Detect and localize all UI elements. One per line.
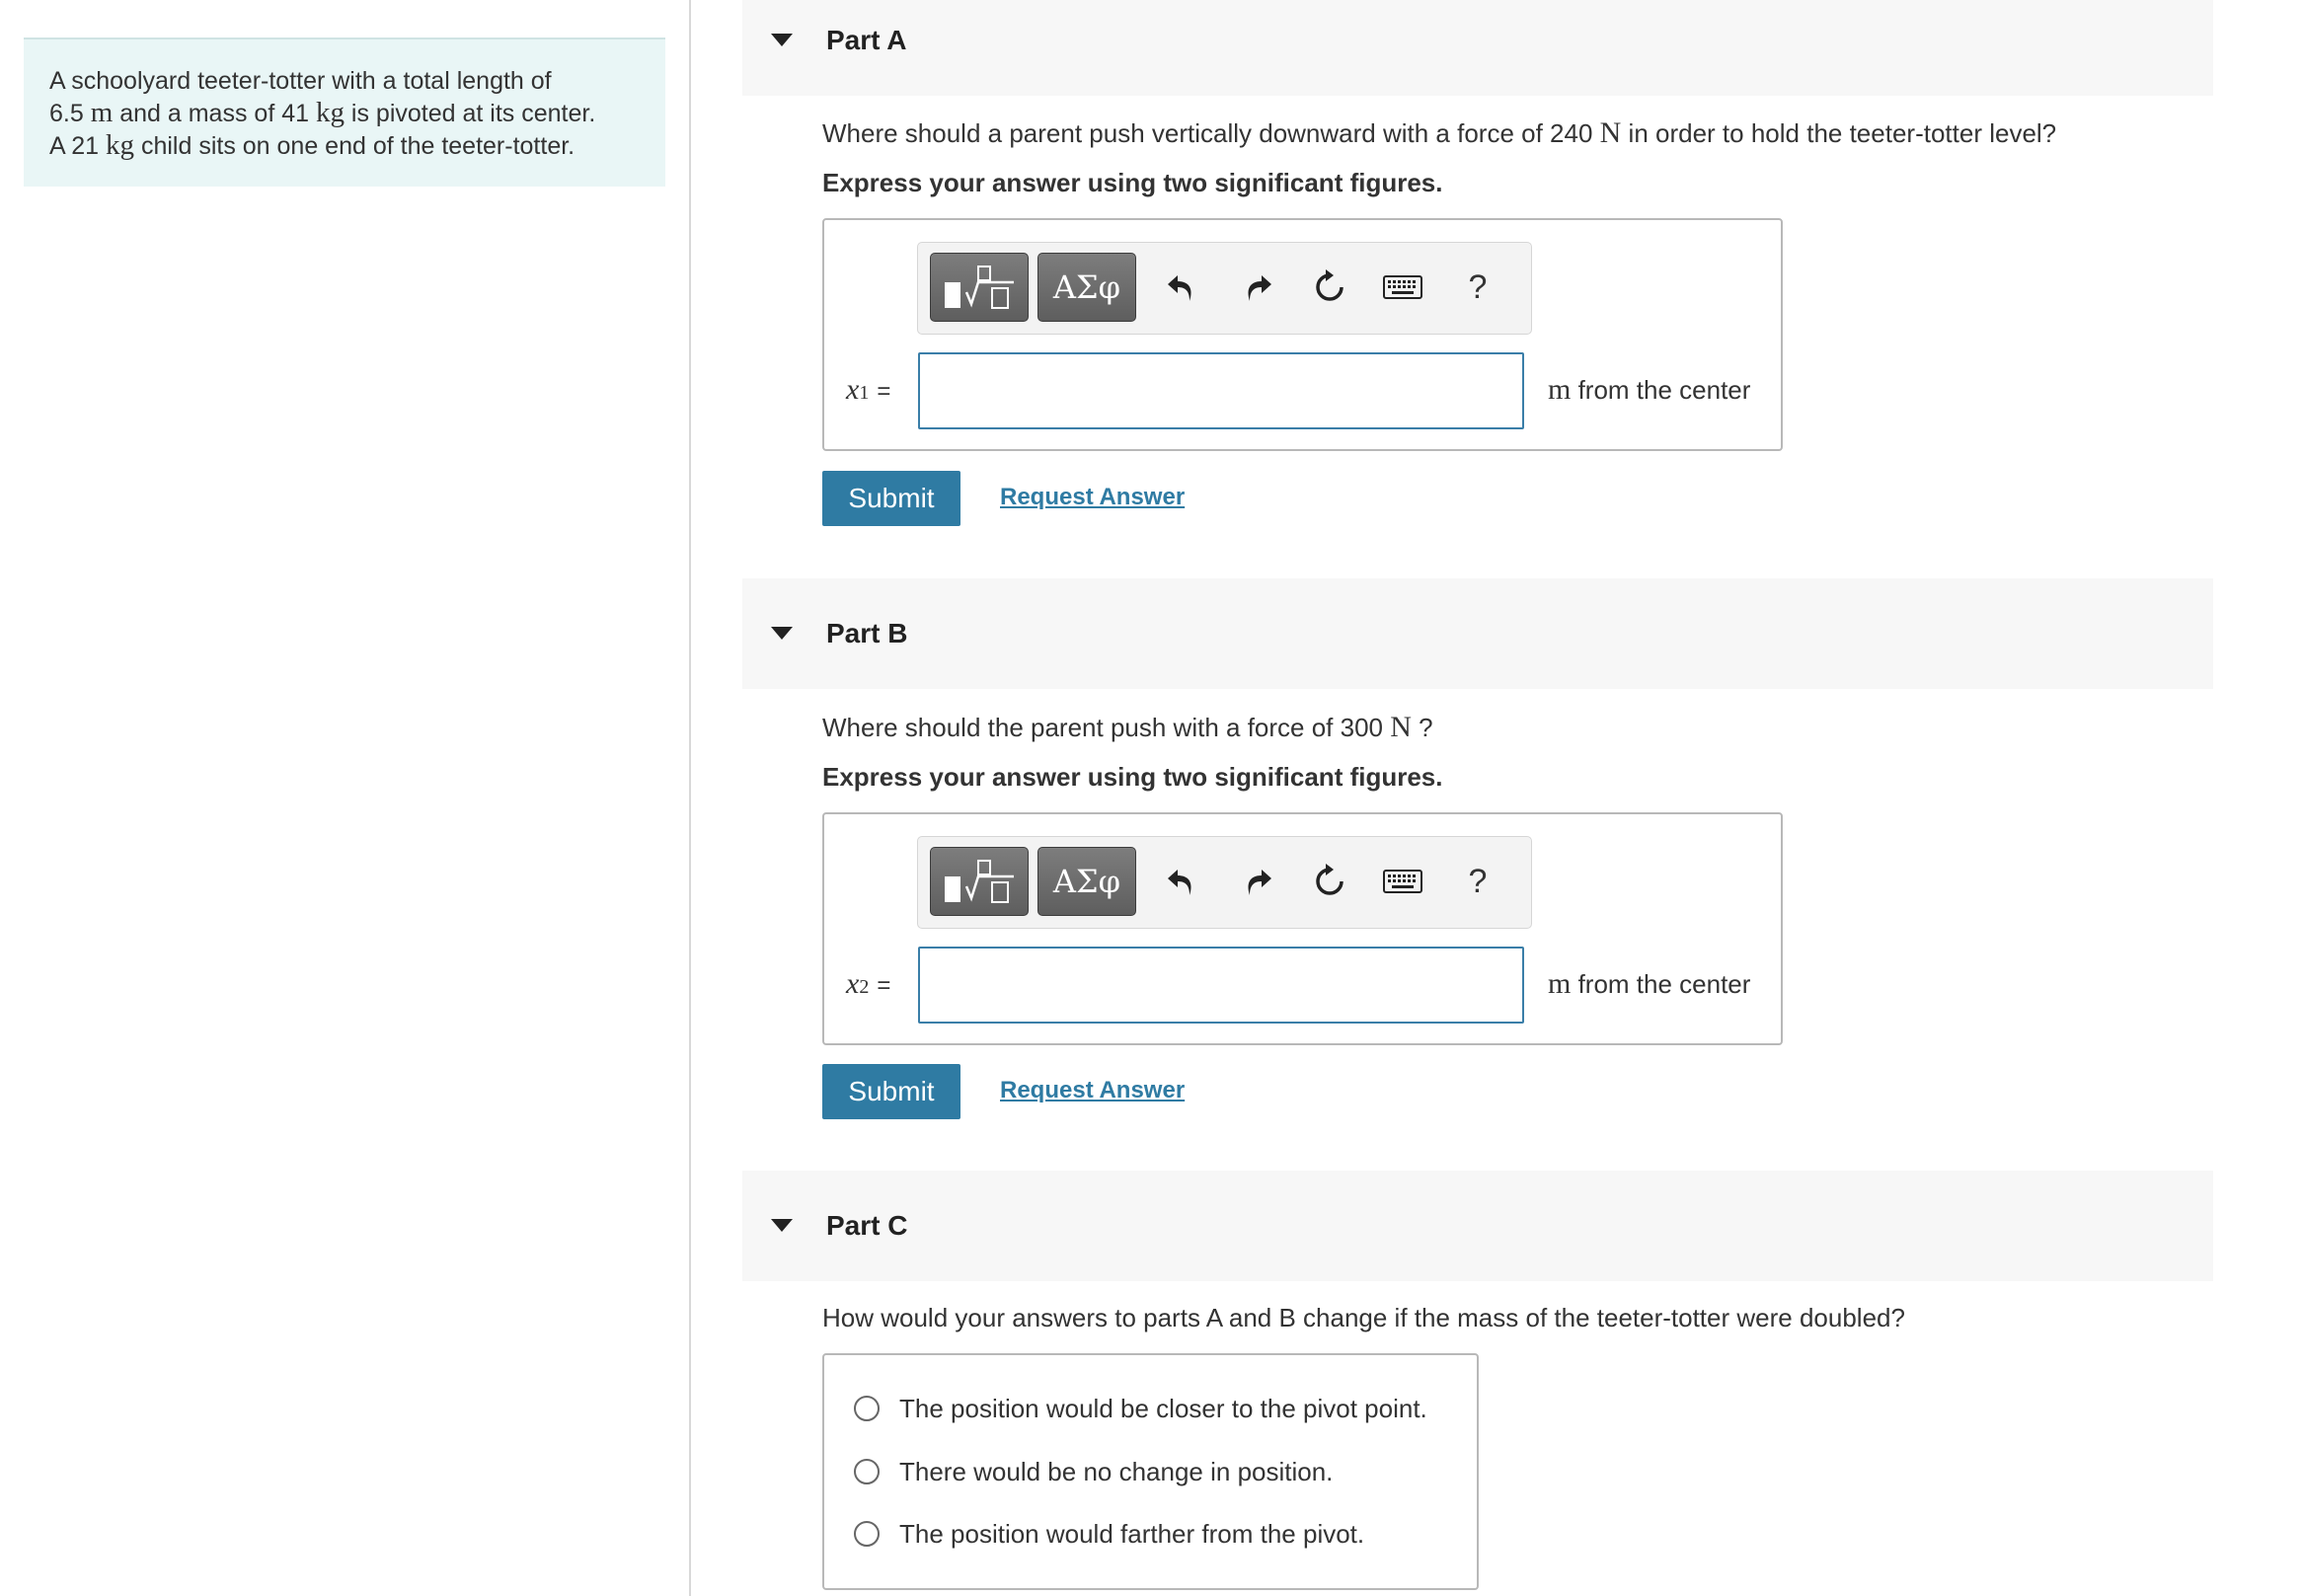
radio-button[interactable]	[854, 1396, 880, 1421]
option-farther[interactable]	[854, 1516, 1364, 1552]
part-b-title: Part B	[826, 618, 908, 648]
radio-button[interactable]	[854, 1521, 880, 1547]
part-a-question: Where should a parent push vertically downward with a force of 240 N in order to hold the teeter-totter level?	[822, 116, 2057, 149]
keyboard-icon[interactable]	[1372, 257, 1433, 318]
part-b-instruction: Express your answer using two significant figures.	[822, 762, 1443, 792]
option-label: The position would be closer to the pivot point.	[899, 1393, 1427, 1423]
problem-statement	[24, 38, 665, 187]
part-c-title: Part C	[826, 1210, 908, 1241]
multiple-choice-options	[822, 1353, 1479, 1590]
problem-line-1: A schoolyard teeter-totter with a total length of	[49, 67, 552, 95]
greek-symbols-button[interactable]: ΑΣφ	[1037, 847, 1136, 916]
redo-icon[interactable]	[1227, 851, 1288, 912]
unit-label: m from the center	[1548, 967, 1751, 1000]
radio-button[interactable]	[854, 1459, 880, 1484]
panel-divider	[689, 0, 691, 1596]
variable-label: x2 =	[846, 967, 891, 1000]
help-icon[interactable]: ?	[1468, 862, 1488, 900]
undo-icon[interactable]	[1151, 257, 1212, 318]
submit-button[interactable]: Submit	[822, 1064, 960, 1119]
templates-button[interactable]	[930, 253, 1029, 322]
part-a-title: Part A	[826, 25, 907, 55]
part-b-question: Where should the parent push with a force of 300 N ?	[822, 711, 1433, 743]
answer-input[interactable]	[918, 352, 1524, 429]
part-c-header[interactable]	[742, 1171, 2213, 1281]
templates-button[interactable]	[930, 847, 1029, 916]
answer-input[interactable]	[918, 947, 1524, 1024]
unit-label: m from the center	[1548, 373, 1751, 406]
help-icon[interactable]: ?	[1468, 267, 1488, 306]
variable-label: x1 =	[846, 373, 891, 406]
keyboard-icon[interactable]	[1372, 851, 1433, 912]
templates-icon	[941, 263, 1018, 312]
problem-line-3: A 21 kg child sits on one end of the teeter-totter.	[49, 129, 576, 161]
collapse-caret-icon[interactable]	[771, 1219, 793, 1232]
reset-icon[interactable]	[1299, 851, 1360, 912]
collapse-caret-icon[interactable]	[771, 627, 793, 640]
request-answer-link[interactable]: Request Answer	[1000, 1077, 1186, 1103]
option-label: There would be no change in position.	[899, 1456, 1334, 1486]
part-c-question: How would your answers to parts A and B change if the mass of the teeter-totter were doubled?	[822, 1303, 1905, 1332]
option-label: The position would farther from the pivot.	[899, 1518, 1365, 1549]
undo-icon[interactable]	[1151, 851, 1212, 912]
request-answer-link[interactable]: Request Answer	[1000, 484, 1186, 510]
collapse-caret-icon[interactable]	[771, 34, 793, 46]
part-a-answer-box	[822, 218, 1783, 451]
part-a-header[interactable]	[742, 0, 2213, 96]
option-closer[interactable]	[854, 1391, 1427, 1426]
reset-icon[interactable]	[1299, 257, 1360, 318]
math-toolbar	[917, 242, 1532, 335]
part-a-instruction: Express your answer using two significant figures.	[822, 168, 1443, 197]
math-toolbar	[917, 836, 1532, 929]
submit-button[interactable]: Submit	[822, 471, 960, 526]
option-no-change[interactable]	[854, 1454, 1333, 1489]
part-b-answer-box	[822, 812, 1783, 1045]
templates-icon	[941, 857, 1018, 906]
part-b-header[interactable]	[742, 578, 2213, 689]
redo-icon[interactable]	[1227, 257, 1288, 318]
greek-symbols-button[interactable]: ΑΣφ	[1037, 253, 1136, 322]
problem-line-2: 6.5 m and a mass of 41 kg is pivoted at its center.	[49, 97, 596, 128]
